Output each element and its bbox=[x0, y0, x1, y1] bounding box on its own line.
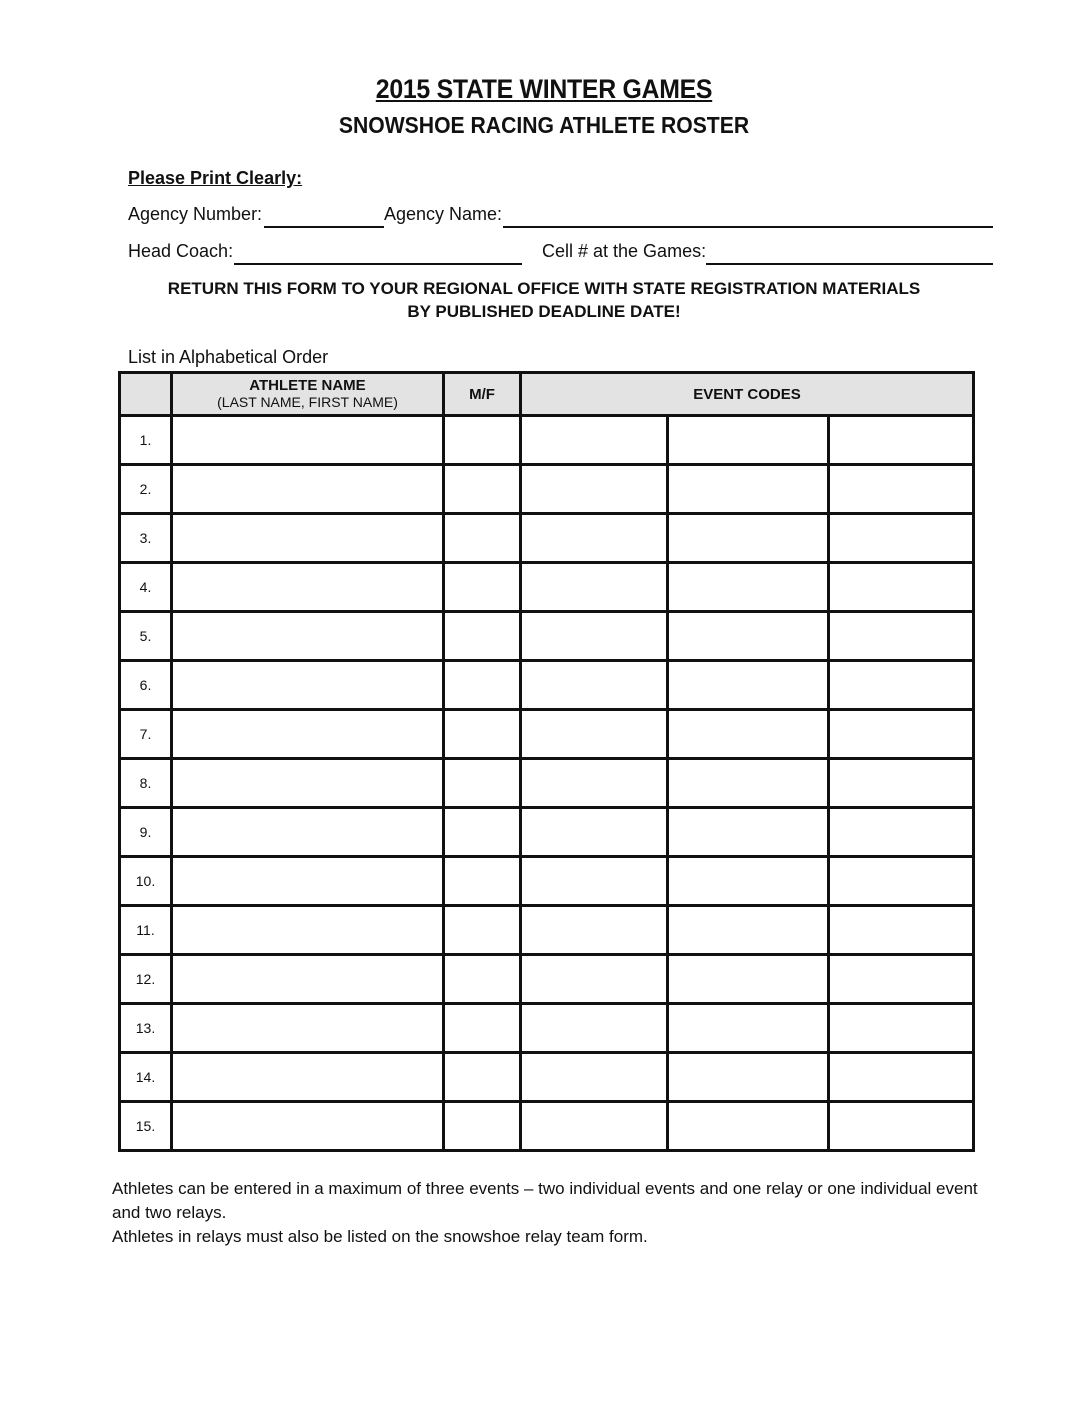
table-row bbox=[120, 514, 974, 563]
mf-cell[interactable] bbox=[444, 857, 521, 906]
row-number: 11. bbox=[120, 906, 172, 955]
table-row bbox=[120, 1102, 974, 1151]
table-row bbox=[120, 661, 974, 710]
row-number: 3. bbox=[120, 514, 172, 563]
table-row bbox=[120, 465, 974, 514]
event-code-2-cell[interactable] bbox=[668, 1102, 829, 1151]
event-code-3-cell[interactable] bbox=[829, 514, 974, 563]
event-code-1-cell[interactable] bbox=[521, 1004, 668, 1053]
mf-cell[interactable] bbox=[444, 661, 521, 710]
event-code-2-cell[interactable] bbox=[668, 808, 829, 857]
athlete-name-cell[interactable] bbox=[172, 514, 444, 563]
event-code-2-cell[interactable] bbox=[668, 416, 829, 465]
event-code-1-cell[interactable] bbox=[521, 1053, 668, 1102]
event-code-3-cell[interactable] bbox=[829, 808, 974, 857]
event-code-1-cell[interactable] bbox=[521, 710, 668, 759]
table-row bbox=[120, 710, 974, 759]
event-code-3-cell[interactable] bbox=[829, 759, 974, 808]
cell-number-label: Cell # at the Games: bbox=[542, 241, 707, 261]
event-code-2-cell[interactable] bbox=[668, 563, 829, 612]
athlete-name-cell[interactable] bbox=[172, 955, 444, 1004]
event-code-3-cell[interactable] bbox=[829, 906, 974, 955]
row-number: 7. bbox=[120, 710, 172, 759]
table-row bbox=[120, 906, 974, 955]
athlete-name-cell[interactable] bbox=[172, 906, 444, 955]
mf-cell[interactable] bbox=[444, 710, 521, 759]
event-code-1-cell[interactable] bbox=[521, 759, 668, 808]
mf-header: M/F bbox=[444, 373, 521, 416]
event-code-3-cell[interactable] bbox=[829, 1004, 974, 1053]
event-code-1-cell[interactable] bbox=[521, 808, 668, 857]
row-number: 6. bbox=[120, 661, 172, 710]
footnote-relay-form: Athletes in relays must also be listed on the snowshoe relay team form. bbox=[112, 1227, 648, 1246]
mf-cell[interactable] bbox=[444, 514, 521, 563]
athlete-name-cell[interactable] bbox=[172, 808, 444, 857]
row-number: 14. bbox=[120, 1053, 172, 1102]
event-code-3-cell[interactable] bbox=[829, 710, 974, 759]
agency-number-label: Agency Number: bbox=[128, 204, 263, 224]
event-code-1-cell[interactable] bbox=[521, 563, 668, 612]
mf-cell[interactable] bbox=[444, 563, 521, 612]
athlete-name-cell[interactable] bbox=[172, 1102, 444, 1151]
athlete-name-header-title: ATHLETE NAME bbox=[249, 377, 366, 394]
athlete-name-cell[interactable] bbox=[172, 563, 444, 612]
mf-cell[interactable] bbox=[444, 906, 521, 955]
athlete-name-header bbox=[172, 373, 444, 416]
head-coach-label: Head Coach: bbox=[128, 241, 234, 261]
athlete-name-cell[interactable] bbox=[172, 710, 444, 759]
event-code-3-cell[interactable] bbox=[829, 1053, 974, 1102]
event-code-2-cell[interactable] bbox=[668, 661, 829, 710]
athlete-name-cell[interactable] bbox=[172, 612, 444, 661]
athlete-name-cell[interactable] bbox=[172, 465, 444, 514]
event-code-3-cell[interactable] bbox=[829, 612, 974, 661]
row-number-header bbox=[120, 373, 172, 416]
event-code-1-cell[interactable] bbox=[521, 857, 668, 906]
event-code-1-cell[interactable] bbox=[521, 955, 668, 1004]
event-code-1-cell[interactable] bbox=[521, 1102, 668, 1151]
event-code-3-cell[interactable] bbox=[829, 955, 974, 1004]
table-row bbox=[120, 416, 974, 465]
roster-body bbox=[120, 416, 974, 1151]
event-code-1-cell[interactable] bbox=[521, 416, 668, 465]
event-code-1-cell[interactable] bbox=[521, 612, 668, 661]
event-code-3-cell[interactable] bbox=[829, 563, 974, 612]
event-code-2-cell[interactable] bbox=[668, 514, 829, 563]
event-code-3-cell[interactable] bbox=[829, 1102, 974, 1151]
mf-cell[interactable] bbox=[444, 416, 521, 465]
event-code-3-cell[interactable] bbox=[829, 661, 974, 710]
page-subtitle: SNOWSHOE RACING ATHLETE ROSTER bbox=[338, 112, 750, 138]
table-row bbox=[120, 808, 974, 857]
page-title: 2015 STATE WINTER GAMES bbox=[375, 74, 713, 104]
event-code-1-cell[interactable] bbox=[521, 906, 668, 955]
list-order-note: List in Alphabetical Order bbox=[128, 347, 329, 367]
mf-cell[interactable] bbox=[444, 759, 521, 808]
mf-cell[interactable] bbox=[444, 955, 521, 1004]
athlete-roster-table bbox=[118, 371, 975, 1152]
print-clearly-heading: Please Print Clearly: bbox=[128, 168, 303, 188]
event-code-1-cell[interactable] bbox=[521, 661, 668, 710]
event-code-3-cell[interactable] bbox=[829, 857, 974, 906]
return-notice-line2: BY PUBLISHED DEADLINE DATE! bbox=[407, 302, 681, 321]
table-row bbox=[120, 563, 974, 612]
mf-cell[interactable] bbox=[444, 465, 521, 514]
table-row bbox=[120, 759, 974, 808]
return-notice-line1: RETURN THIS FORM TO YOUR REGIONAL OFFICE WITH STATE REGISTRATION MATERIALS bbox=[167, 279, 921, 298]
table-row bbox=[120, 612, 974, 661]
cell-number-field[interactable] bbox=[706, 263, 993, 265]
agency-name-label: Agency Name: bbox=[384, 204, 503, 224]
athlete-name-cell[interactable] bbox=[172, 416, 444, 465]
row-number: 13. bbox=[120, 1004, 172, 1053]
athlete-name-header-subtitle: (LAST NAME, FIRST NAME) bbox=[217, 394, 398, 410]
row-number: 1. bbox=[120, 416, 172, 465]
mf-cell[interactable] bbox=[444, 808, 521, 857]
athlete-name-cell[interactable] bbox=[172, 661, 444, 710]
row-number: 12. bbox=[120, 955, 172, 1004]
row-number: 10. bbox=[120, 857, 172, 906]
athlete-name-cell[interactable] bbox=[172, 759, 444, 808]
row-number: 5. bbox=[120, 612, 172, 661]
table-row bbox=[120, 1053, 974, 1102]
event-code-1-cell[interactable] bbox=[521, 514, 668, 563]
table-row bbox=[120, 1004, 974, 1053]
event-codes-header: EVENT CODES bbox=[521, 373, 974, 416]
agency-name-field[interactable] bbox=[503, 226, 993, 228]
event-code-2-cell[interactable] bbox=[668, 906, 829, 955]
event-code-2-cell[interactable] bbox=[668, 1004, 829, 1053]
event-code-2-cell[interactable] bbox=[668, 759, 829, 808]
row-number: 2. bbox=[120, 465, 172, 514]
event-code-2-cell[interactable] bbox=[668, 710, 829, 759]
mf-cell[interactable] bbox=[444, 612, 521, 661]
mf-cell[interactable] bbox=[444, 1102, 521, 1151]
table-row bbox=[120, 857, 974, 906]
athlete-name-cell[interactable] bbox=[172, 857, 444, 906]
head-coach-field[interactable] bbox=[234, 263, 522, 265]
agency-number-field[interactable] bbox=[264, 226, 384, 228]
table-row bbox=[120, 955, 974, 1004]
event-code-2-cell[interactable] bbox=[668, 612, 829, 661]
mf-cell[interactable] bbox=[444, 1053, 521, 1102]
table-header-row bbox=[120, 373, 974, 416]
event-code-2-cell[interactable] bbox=[668, 857, 829, 906]
row-number: 15. bbox=[120, 1102, 172, 1151]
mf-cell[interactable] bbox=[444, 1004, 521, 1053]
athlete-name-cell[interactable] bbox=[172, 1053, 444, 1102]
event-code-2-cell[interactable] bbox=[668, 955, 829, 1004]
row-number: 9. bbox=[120, 808, 172, 857]
row-number: 4. bbox=[120, 563, 172, 612]
event-code-2-cell[interactable] bbox=[668, 465, 829, 514]
event-code-3-cell[interactable] bbox=[829, 465, 974, 514]
event-code-1-cell[interactable] bbox=[521, 465, 668, 514]
event-code-2-cell[interactable] bbox=[668, 1053, 829, 1102]
athlete-name-cell[interactable] bbox=[172, 1004, 444, 1053]
footnote-max-events: Athletes can be entered in a maximum of three events – two individual events and one relay or one individual event and two relays. bbox=[112, 1179, 978, 1222]
row-number: 8. bbox=[120, 759, 172, 808]
event-code-3-cell[interactable] bbox=[829, 416, 974, 465]
